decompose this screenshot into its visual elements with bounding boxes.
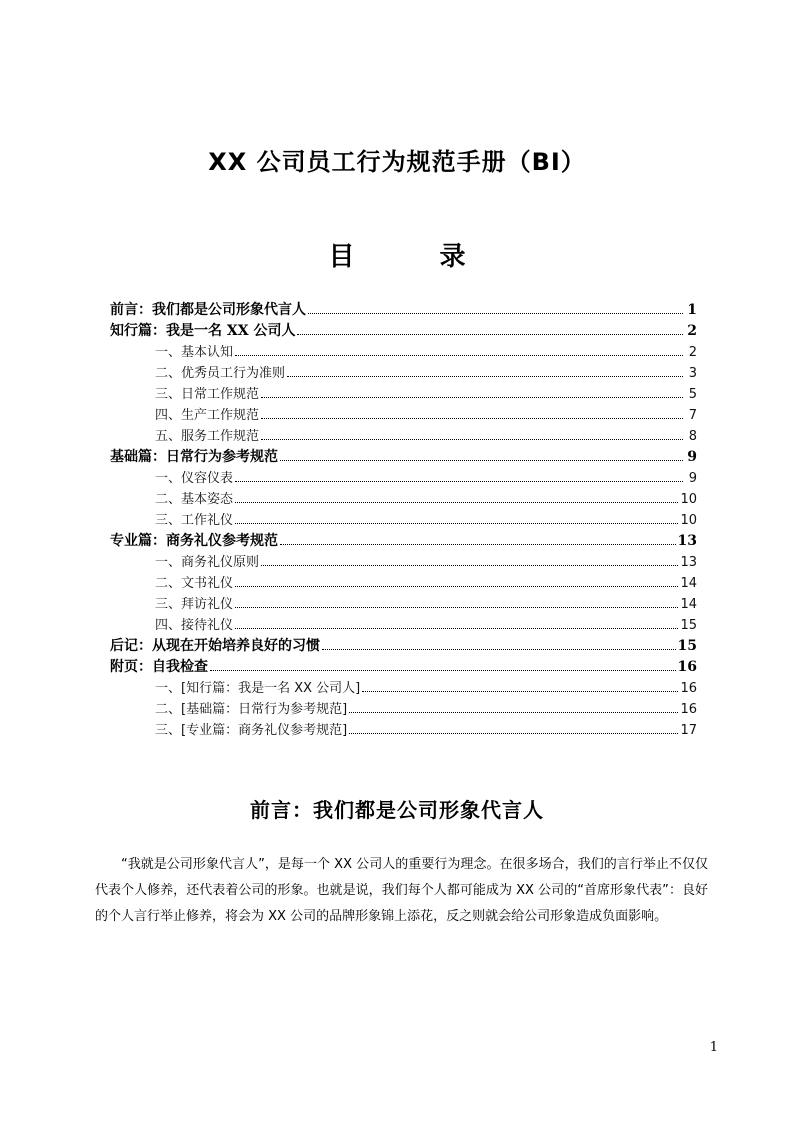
toc-dot-leader [287,375,683,377]
toc-entry-label: 日常工作规范 [181,387,260,402]
toc-dot-leader [261,564,678,566]
toc-dot-leader [280,459,683,461]
toc-entry-section[interactable] [110,552,697,573]
toc-dot-leader [261,417,683,419]
toc-entry-number: 三、 [155,513,182,528]
toc-entry-section[interactable] [110,384,697,405]
toc-entry-label: 后记：从现在开始培养良好的习惯 [110,638,320,654]
toc-dot-leader [322,648,676,650]
toc-dot-leader [308,312,683,314]
toc-dot-leader [235,354,683,356]
toc-dot-leader [297,333,683,335]
toc-entry-label: 拜访礼仪 [181,597,234,612]
toc-dot-leader [261,438,683,440]
toc-entry-page: 16 [677,659,697,675]
toc-entry-page: 5 [688,387,697,402]
toc-entry-label: 附页：自我检查 [110,659,208,675]
toc-entry-number: 一、 [155,471,182,486]
toc-entry-label: [基础篇：日常行为参考规范] [181,702,348,717]
toc-entry-section[interactable] [110,426,697,447]
toc-entry-label: 商务礼仪原则 [181,555,260,570]
toc-entry-page: 15 [677,638,697,654]
toc-entry-page: 9 [688,471,697,486]
toc-entry-page: 10 [680,492,697,507]
toc-dot-leader [362,690,678,692]
toc-entry-label: 知行篇：我是一名 XX 公司人 [110,323,296,339]
toc-entry-label: 文书礼仪 [181,576,234,591]
toc-entry-number: 三、 [155,597,182,612]
toc-entry-number: 一、 [155,345,182,360]
toc-entry-page: 13 [677,533,697,549]
toc-entry-chapter[interactable] [110,300,697,321]
toc-entry-chapter[interactable] [110,657,697,678]
toc-dot-leader [349,732,678,734]
toc-entry-label: 服务工作规范 [181,429,260,444]
toc-dot-leader [235,606,678,608]
toc-entry-label: 基础篇：日常行为参考规范 [110,449,278,465]
toc-entry-number: 三、 [155,387,182,402]
toc-entry-number: 三、 [155,723,182,738]
toc-entry-page: 2 [687,323,697,339]
toc-entry-section[interactable] [110,342,697,363]
toc-entry-label: 基本姿态 [181,492,234,507]
toc-dot-leader [280,543,676,545]
preface-title: 前言：我们都是公司形象代言人 [250,798,544,822]
toc-dot-leader [261,396,683,398]
toc-dot-leader [210,669,676,671]
toc-entry-label: 生产工作规范 [181,408,260,423]
toc-entry-label: 仪容仪表 [181,471,234,486]
toc-entry-section[interactable] [110,363,697,384]
toc-entry-number: 一、 [155,555,182,570]
toc-dot-leader [235,480,683,482]
toc-entry-page: 2 [688,345,697,360]
toc-entry-section[interactable] [110,489,697,510]
toc-entry-section[interactable] [110,573,697,594]
toc-dot-leader [235,585,678,587]
toc-entry-label: [知行篇：我是一名 XX 公司人] [181,681,361,696]
toc-dot-leader [235,522,678,524]
toc-entry-page: 9 [687,449,697,465]
toc-entry-page: 14 [680,597,697,612]
toc-dot-leader [235,501,678,503]
toc-entry-label: 前言：我们都是公司形象代言人 [110,302,306,318]
table-of-contents [110,300,697,741]
toc-entry-number: 一、 [155,681,182,696]
toc-entry-number: 二、 [155,366,182,381]
toc-entry-number: 五、 [155,429,182,444]
toc-entry-page: 15 [680,618,697,633]
toc-entry-label: 基本认知 [181,345,234,360]
toc-entry-page: 7 [688,408,697,423]
toc-entry-label: [专业篇：商务礼仪参考规范] [181,723,348,738]
toc-entry-section[interactable] [110,678,697,699]
toc-entry-page: 13 [680,555,697,570]
toc-entry-section[interactable] [110,510,697,531]
toc-entry-number: 二、 [155,492,182,507]
toc-entry-number: 四、 [155,618,182,633]
toc-entry-page: 16 [680,702,697,717]
toc-entry-section[interactable] [110,720,697,741]
toc-entry-section[interactable] [110,615,697,636]
toc-entry-chapter[interactable] [110,636,697,657]
toc-entry-page: 3 [688,366,697,381]
preface-paragraph: “我就是公司形象代言人”，是每一个 XX 公司人的重要行为理念。在很多场合，我们的言行举止不仅仅代表个人修养，还代表着公司的形象。也就是说，我们每个人都可能成为 XX 公司的“首席形象代表”：良好的个人言行举止修养，将会为 XX 公司的品牌形象锦上添花，反之则就会给公司形象造成负面影响。 [95,857,708,924]
toc-entry-page: 17 [680,723,697,738]
toc-entry-label: 专业篇：商务礼仪参考规范 [110,533,278,549]
toc-entry-page: 10 [680,513,697,528]
toc-dot-leader [349,711,678,713]
toc-entry-chapter[interactable] [110,321,697,342]
toc-dot-leader [235,627,678,629]
toc-entry-label: 优秀员工行为准则 [181,366,286,381]
document-title: XX 公司员工行为规范手册（BI） [208,148,586,176]
toc-entry-section[interactable] [110,405,697,426]
toc-entry-label: 工作礼仪 [181,513,234,528]
toc-heading: 目 录 [328,242,504,272]
toc-entry-chapter[interactable] [110,447,697,468]
page-number: 1 [709,1040,718,1055]
toc-entry-page: 14 [680,576,697,591]
toc-entry-section[interactable] [110,699,697,720]
toc-entry-chapter[interactable] [110,531,697,552]
toc-entry-label: 接待礼仪 [181,618,234,633]
toc-entry-section[interactable] [110,468,697,489]
toc-entry-page: 8 [688,429,697,444]
toc-entry-number: 四、 [155,408,182,423]
toc-entry-page: 16 [680,681,697,696]
toc-entry-section[interactable] [110,594,697,615]
toc-entry-number: 二、 [155,576,182,591]
toc-entry-number: 二、 [155,702,182,717]
toc-entry-page: 1 [687,302,697,318]
